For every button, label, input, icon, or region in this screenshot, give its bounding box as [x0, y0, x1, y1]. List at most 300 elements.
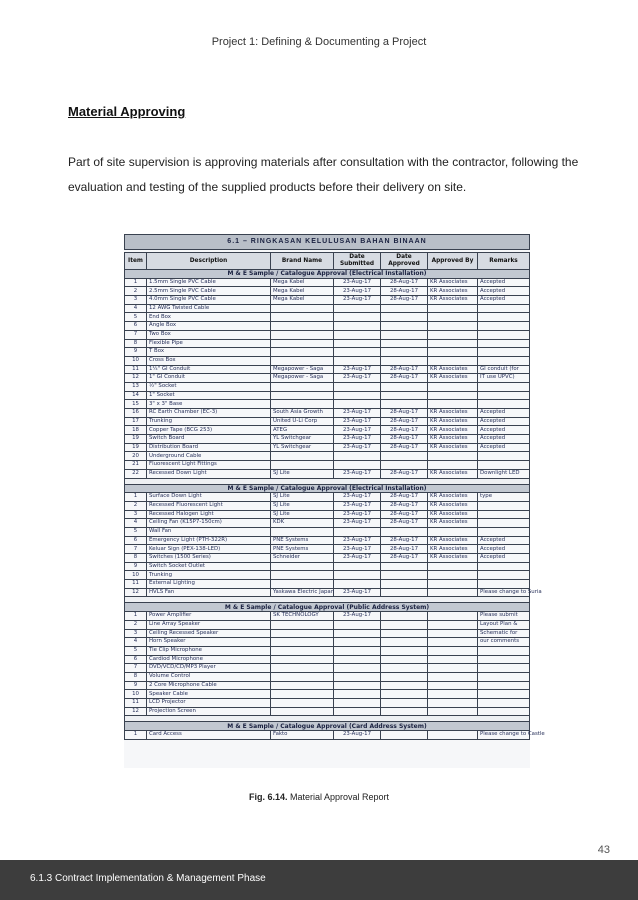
column-header: Item [125, 253, 147, 270]
running-header: Project 1: Defining & Documenting a Project [211, 36, 427, 48]
section-paragraph: Part of site supervision is approving materials after consultation with the contractor, following the evaluation and testing of the supplied products before their delivery on site. [68, 155, 579, 194]
table-cell: 23-Aug-17 [334, 612, 381, 621]
table-cell: 28-Aug-17 [381, 426, 428, 435]
table-cell [478, 664, 530, 673]
table-cell [271, 391, 334, 400]
table-row [125, 322, 530, 331]
table-cell [478, 562, 530, 571]
table-cell [428, 629, 478, 638]
table-cell [428, 588, 478, 597]
table-cell: 1¼" GI Conduit [147, 365, 271, 374]
table-cell: 23-Aug-17 [334, 510, 381, 519]
table-cell: 28-Aug-17 [381, 278, 428, 287]
table-cell: 5 [125, 527, 147, 536]
table-cell: 28-Aug-17 [381, 536, 428, 545]
table-cell [478, 519, 530, 528]
table-cell: Accepted [478, 435, 530, 444]
table-cell: SJ Lite [271, 501, 334, 510]
table-cell [334, 646, 381, 655]
table-cell: Flexible Pipe [147, 339, 271, 348]
table-cell [478, 646, 530, 655]
table-cell: 28-Aug-17 [381, 501, 428, 510]
table-cell: YL Switchgear [271, 435, 334, 444]
table-cell [381, 646, 428, 655]
table-row [125, 707, 530, 716]
table-cell [381, 330, 428, 339]
table-cell: Volume Control [147, 672, 271, 681]
table-cell: GI conduit (for [478, 365, 530, 374]
table-cell: KR Associates [428, 443, 478, 452]
table-cell: 1.5mm Single PVC Cable [147, 278, 271, 287]
table-cell: Horn Speaker [147, 638, 271, 647]
table-cell [271, 339, 334, 348]
table-cell [381, 699, 428, 708]
table-cell: Accepted [478, 296, 530, 305]
table-cell: 28-Aug-17 [381, 417, 428, 426]
table-cell [334, 629, 381, 638]
table-cell: PNE Systems [271, 536, 334, 545]
table-cell: 7 [125, 664, 147, 673]
table-cell: Accepted [478, 545, 530, 554]
table-row [125, 519, 530, 528]
table-cell [334, 655, 381, 664]
table-row [125, 435, 530, 444]
table-cell: 22 [125, 469, 147, 478]
table-cell: Switches (1500 Series) [147, 554, 271, 563]
table-cell [381, 571, 428, 580]
table-row [125, 374, 530, 383]
table-cell [271, 452, 334, 461]
table-cell: KR Associates [428, 426, 478, 435]
table-cell [478, 461, 530, 470]
table-cell: Power Amplifier [147, 612, 271, 621]
table-row [125, 348, 530, 357]
table-cell: Angle Box [147, 322, 271, 331]
table-cell [381, 527, 428, 536]
table-cell: 6 [125, 322, 147, 331]
table-cell: KR Associates [428, 278, 478, 287]
table-cell [478, 391, 530, 400]
table-cell [334, 356, 381, 365]
table-cell: KR Associates [428, 409, 478, 418]
table-cell: KR Associates [428, 545, 478, 554]
table-cell [381, 580, 428, 589]
material-approval-report-scan [124, 234, 545, 768]
table-cell: 1 [125, 278, 147, 287]
table-cell: 23-Aug-17 [334, 588, 381, 597]
table-cell: Two Box [147, 330, 271, 339]
table-cell: 28-Aug-17 [381, 443, 428, 452]
table-cell [334, 452, 381, 461]
table-cell [334, 638, 381, 647]
table-row [125, 672, 530, 681]
table-cell [381, 356, 428, 365]
table-cell [478, 339, 530, 348]
table-cell [381, 690, 428, 699]
table-row [125, 356, 530, 365]
table-cell: 28-Aug-17 [381, 287, 428, 296]
table-cell [428, 382, 478, 391]
table-cell: 3 [125, 629, 147, 638]
table-row [125, 536, 530, 545]
table-cell: 9 [125, 562, 147, 571]
table-cell [478, 510, 530, 519]
table-cell: Downlight LED [478, 469, 530, 478]
table-cell [381, 672, 428, 681]
table-cell: 3" x 3" Base [147, 400, 271, 409]
table-row [125, 278, 530, 287]
table-cell [478, 707, 530, 716]
table-cell [334, 304, 381, 313]
table-row [125, 638, 530, 647]
table-row [125, 426, 530, 435]
report-heading: 6.1 – RINGKASAN KELULUSAN BAHAN BINAAN [124, 234, 530, 250]
table-cell [381, 562, 428, 571]
table-cell [428, 562, 478, 571]
table-cell: 2 [125, 501, 147, 510]
table-cell: 23-Aug-17 [334, 536, 381, 545]
table-cell: Switch Board [147, 435, 271, 444]
table-cell [381, 322, 428, 331]
table-row [125, 612, 530, 621]
table-cell: 19 [125, 435, 147, 444]
table-cell: Megapower - Saga [271, 365, 334, 374]
table-cell: Accepted [478, 554, 530, 563]
table-cell [334, 330, 381, 339]
table-row [125, 330, 530, 339]
table-cell: KR Associates [428, 493, 478, 502]
table-row [125, 510, 530, 519]
table-cell: Cross Box [147, 356, 271, 365]
table-cell [271, 655, 334, 664]
table-cell: Accepted [478, 287, 530, 296]
table-cell [428, 452, 478, 461]
table-cell: South Asia Growth [271, 409, 334, 418]
table-cell [478, 330, 530, 339]
table-cell [428, 527, 478, 536]
table-cell: Accepted [478, 278, 530, 287]
table-cell [271, 699, 334, 708]
table-cell [334, 348, 381, 357]
table-cell: KR Associates [428, 554, 478, 563]
table-cell: DVD/VCD/CD/MP3 Player [147, 664, 271, 673]
page-number: 43 [597, 844, 610, 856]
table-cell: Cardiod Microphone [147, 655, 271, 664]
table-cell: 11 [125, 365, 147, 374]
section-header-cell: M & E Sample / Catalogue Approval (Electrical Installation) [125, 484, 530, 493]
table-cell: Wall Fan [147, 527, 271, 536]
table-cell: Layout Plan & [478, 620, 530, 629]
table-cell: 23-Aug-17 [334, 426, 381, 435]
table-cell [334, 313, 381, 322]
table-cell [334, 664, 381, 673]
table-cell: Schneider [271, 554, 334, 563]
table-cell: Line Array Speaker [147, 620, 271, 629]
table-cell [478, 690, 530, 699]
table-cell [428, 461, 478, 470]
table-cell: 2 [125, 287, 147, 296]
table-cell: 1" GI Conduit [147, 374, 271, 383]
table-cell: 9 [125, 348, 147, 357]
table-cell: Accepted [478, 417, 530, 426]
table-cell [478, 655, 530, 664]
table-cell: KDK [271, 519, 334, 528]
table-cell: Speaker Cable [147, 690, 271, 699]
table-row [125, 296, 530, 305]
table-cell: 4.0mm Single PVC Cable [147, 296, 271, 305]
table-cell: 23-Aug-17 [334, 554, 381, 563]
table-cell: Please change to Suria [478, 588, 530, 597]
table-cell [334, 672, 381, 681]
table-cell: 23-Aug-17 [334, 365, 381, 374]
table-cell [271, 580, 334, 589]
table-cell: LCD Projector [147, 699, 271, 708]
table-cell [381, 731, 428, 740]
table-cell: KR Associates [428, 296, 478, 305]
table-cell [334, 562, 381, 571]
table-cell: External Lighting [147, 580, 271, 589]
table-cell [334, 391, 381, 400]
table-cell: 23-Aug-17 [334, 731, 381, 740]
table-cell [271, 330, 334, 339]
table-cell [428, 731, 478, 740]
table-cell: 23-Aug-17 [334, 519, 381, 528]
table-row [125, 699, 530, 708]
table-cell: KR Associates [428, 501, 478, 510]
table-row [125, 664, 530, 673]
figure-label: Fig. 6.14. [248, 792, 288, 802]
table-cell [271, 304, 334, 313]
table-cell [381, 391, 428, 400]
table-cell: 28-Aug-17 [381, 493, 428, 502]
table-cell: 8 [125, 339, 147, 348]
table-cell: KR Associates [428, 365, 478, 374]
table-cell [478, 527, 530, 536]
table-cell: Trunking [147, 417, 271, 426]
table-cell: 3 [125, 510, 147, 519]
table-cell: Recessed Halogen Light [147, 510, 271, 519]
table-cell: Accepted [478, 536, 530, 545]
material-approval-table [124, 252, 545, 740]
table-cell: Accepted [478, 409, 530, 418]
table-cell: Schematic for [478, 629, 530, 638]
table-cell: YL Switchgear [271, 443, 334, 452]
table-cell: 23-Aug-17 [334, 409, 381, 418]
table-cell [334, 707, 381, 716]
table-cell [428, 707, 478, 716]
table-cell: 12 AWG Twisted Cable [147, 304, 271, 313]
table-cell [381, 655, 428, 664]
table-cell: Yaskawa Electric Japan [271, 588, 334, 597]
table-cell: Card Access [147, 731, 271, 740]
table-cell [271, 400, 334, 409]
table-cell: Fakto [271, 731, 334, 740]
table-cell: 23-Aug-17 [334, 469, 381, 478]
table-cell [334, 580, 381, 589]
table-cell [381, 382, 428, 391]
table-cell [381, 339, 428, 348]
footer-text: 6.1.3 Contract Implementation & Management Phase [30, 873, 266, 884]
table-cell [334, 461, 381, 470]
table-cell [334, 339, 381, 348]
table-cell: PNE Systems [271, 545, 334, 554]
table-cell [428, 304, 478, 313]
table-cell: Emergency Light (PTH-322R) [147, 536, 271, 545]
section-header-row [125, 484, 530, 493]
table-cell [381, 461, 428, 470]
table-cell: Please submit [478, 612, 530, 621]
table-cell: T Box [147, 348, 271, 357]
table-cell: 11 [125, 580, 147, 589]
table-cell: 18 [125, 426, 147, 435]
table-cell [381, 400, 428, 409]
table-row [125, 452, 530, 461]
table-cell: 4 [125, 304, 147, 313]
table-cell: 14 [125, 391, 147, 400]
table-row [125, 501, 530, 510]
table-cell: Mega Kabel [271, 296, 334, 305]
table-cell [478, 322, 530, 331]
table-cell: 28-Aug-17 [381, 554, 428, 563]
table-cell: ½" Socket [147, 382, 271, 391]
table-cell: Mega Kabel [271, 287, 334, 296]
table-cell [428, 646, 478, 655]
table-cell: 2.5mm Single PVC Cable [147, 287, 271, 296]
table-cell: 13 [125, 382, 147, 391]
table-cell: 4 [125, 519, 147, 528]
figure-caption-text: Material Approval Report [287, 792, 390, 802]
table-cell [478, 400, 530, 409]
table-cell: 28-Aug-17 [381, 510, 428, 519]
section-header-cell: M & E Sample / Catalogue Approval (Public Address System) [125, 603, 530, 612]
table-cell: Fluorescent Light Fittings [147, 461, 271, 470]
table-cell [428, 638, 478, 647]
table-row [125, 681, 530, 690]
table-cell: 4 [125, 638, 147, 647]
table-cell [478, 304, 530, 313]
table-cell [381, 620, 428, 629]
table-cell [478, 571, 530, 580]
table-cell: Keluar Sign (PEX-138-LED) [147, 545, 271, 554]
table-cell: SJ Lite [271, 510, 334, 519]
column-header: Description [147, 253, 271, 270]
table-cell [271, 681, 334, 690]
table-cell: 28-Aug-17 [381, 409, 428, 418]
table-cell [334, 699, 381, 708]
table-cell: 10 [125, 356, 147, 365]
table-cell: Surface Down Light [147, 493, 271, 502]
table-cell [381, 304, 428, 313]
column-header: Brand Name [271, 253, 334, 270]
table-cell: Trunking [147, 571, 271, 580]
table-body [125, 270, 545, 740]
table-cell: KR Associates [428, 536, 478, 545]
table-row [125, 461, 530, 470]
table-cell: type [478, 493, 530, 502]
table-cell [334, 527, 381, 536]
table-cell: 28-Aug-17 [381, 435, 428, 444]
table-cell: 1 [125, 612, 147, 621]
table-row [125, 690, 530, 699]
table-row [125, 287, 530, 296]
table-cell: 28-Aug-17 [381, 296, 428, 305]
table-row [125, 493, 530, 502]
table-cell: ATEG [271, 426, 334, 435]
table-row [125, 571, 530, 580]
table-row [125, 580, 530, 589]
table-cell: 23-Aug-17 [334, 493, 381, 502]
table-row [125, 382, 530, 391]
table-cell: 2 Core Microphone Cable [147, 681, 271, 690]
table-cell [334, 400, 381, 409]
table-cell: SK TECHNOLOGY [271, 612, 334, 621]
table-cell [271, 313, 334, 322]
table-cell [381, 638, 428, 647]
table-cell: Recessed Down Light [147, 469, 271, 478]
table-cell: 28-Aug-17 [381, 374, 428, 383]
table-cell [271, 348, 334, 357]
table-cell [381, 313, 428, 322]
table-row [125, 646, 530, 655]
table-cell [271, 620, 334, 629]
table-cell: SJ Lite [271, 493, 334, 502]
table-cell [271, 571, 334, 580]
table-cell: our comments [478, 638, 530, 647]
table-cell [381, 612, 428, 621]
table-cell: 1 [125, 731, 147, 740]
table-cell [428, 580, 478, 589]
table-cell [478, 681, 530, 690]
table-cell [428, 348, 478, 357]
table-cell: Accepted [478, 443, 530, 452]
table-cell [271, 322, 334, 331]
table-cell [271, 664, 334, 673]
table-cell [381, 707, 428, 716]
table-cell: Copper Tape (BCG 253) [147, 426, 271, 435]
table-cell: 10 [125, 690, 147, 699]
table-cell [478, 313, 530, 322]
table-cell: 23-Aug-17 [334, 296, 381, 305]
table-cell: KR Associates [428, 417, 478, 426]
table-cell: United U-Li Corp [271, 417, 334, 426]
table-cell [428, 612, 478, 621]
table-cell: 23-Aug-17 [334, 287, 381, 296]
table-cell [334, 681, 381, 690]
table-cell: SJ Lite [271, 469, 334, 478]
table-cell: KR Associates [428, 519, 478, 528]
table-cell [428, 664, 478, 673]
table-row [125, 588, 530, 597]
section-header-row [125, 270, 530, 279]
table-cell [428, 400, 478, 409]
table-cell: 11 [125, 699, 147, 708]
table-row [125, 391, 530, 400]
table-cell: 23-Aug-17 [334, 435, 381, 444]
table-cell: 5 [125, 646, 147, 655]
table-cell [428, 356, 478, 365]
table-cell: Underground Cable [147, 452, 271, 461]
table-cell [334, 322, 381, 331]
table-row [125, 629, 530, 638]
table-cell: 20 [125, 452, 147, 461]
table-cell [428, 330, 478, 339]
table-row [125, 365, 530, 374]
table-cell: 7 [125, 330, 147, 339]
table-cell [478, 580, 530, 589]
table-cell [428, 391, 478, 400]
table-cell: 15 [125, 400, 147, 409]
table-cell: Tie Clip Microphone [147, 646, 271, 655]
